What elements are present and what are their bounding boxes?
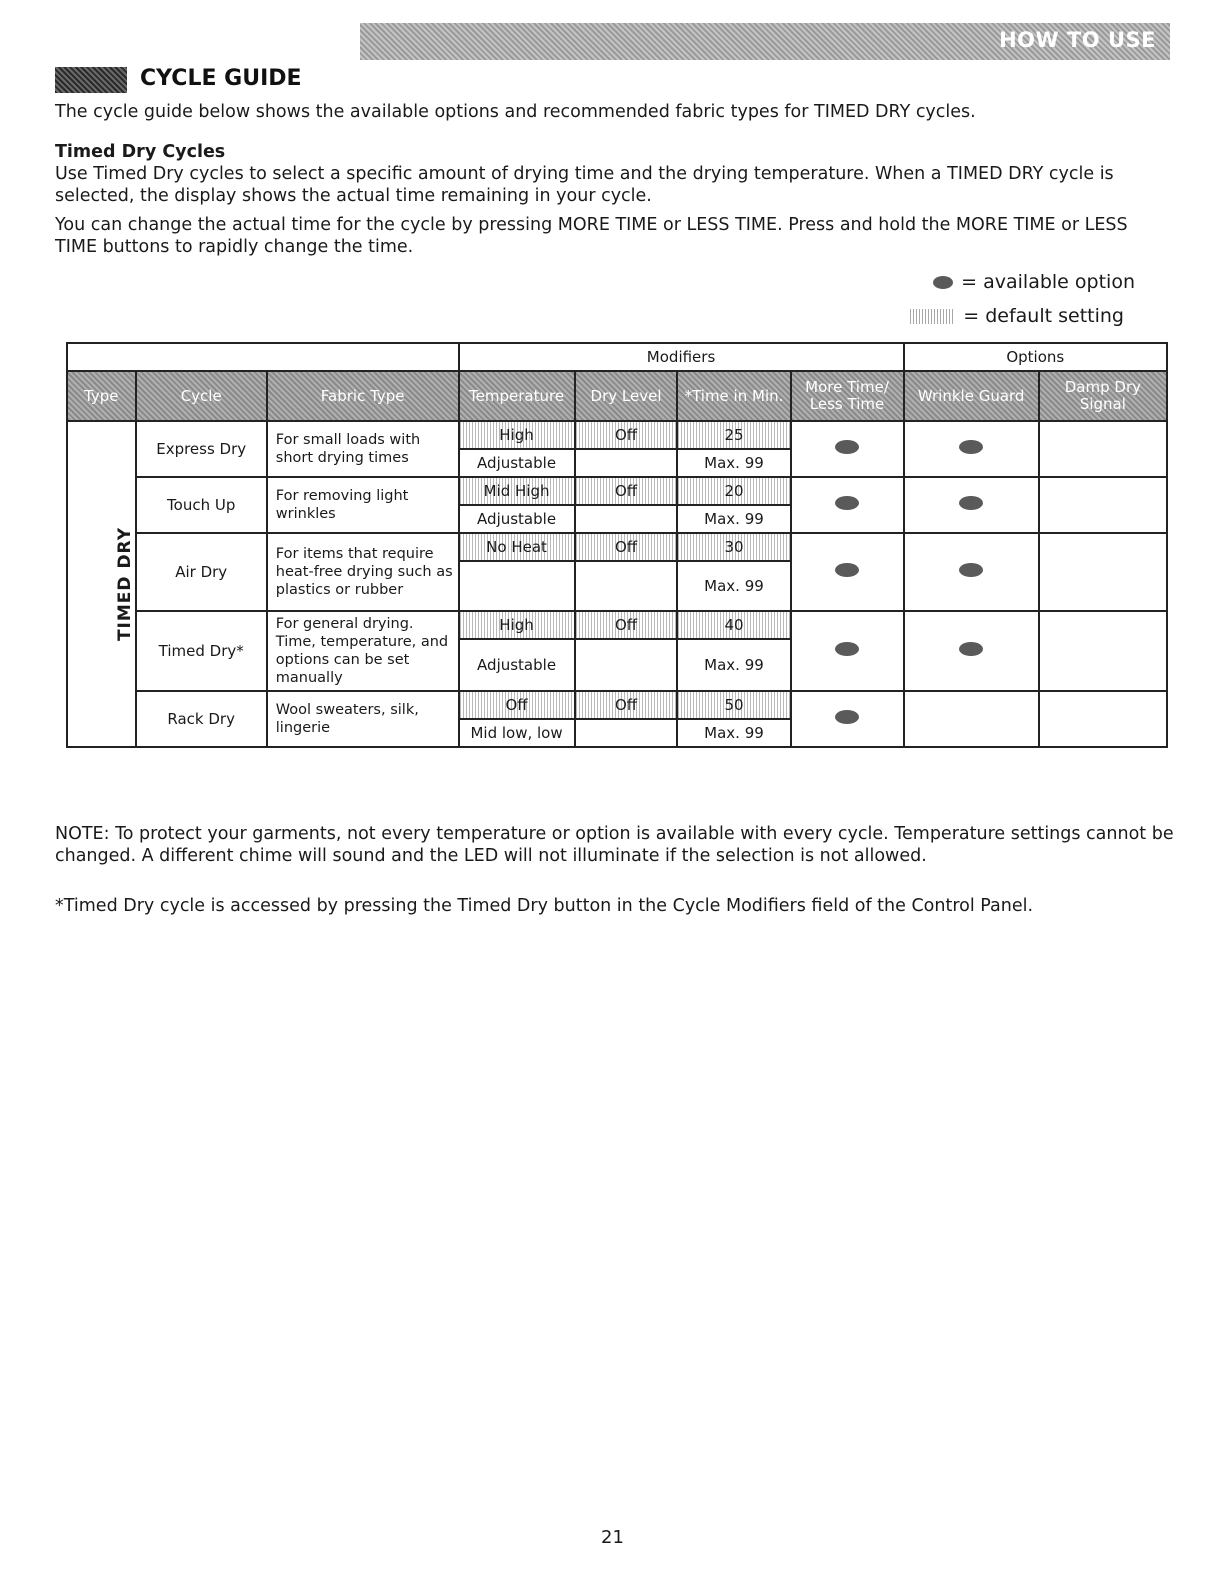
timed-dry-para-1: Use Timed Dry cycles to select a specific amount of drying time and the drying temperature. When a TIMED DRY cycle is selected, the display shows the actual time remaining in your cycle. (55, 164, 1114, 206)
wrinkle-cell (904, 477, 1039, 533)
table-row (67, 421, 1167, 449)
dry-default: Off (575, 611, 678, 639)
header-tag: HOW TO USE (999, 28, 1156, 52)
timed-dry-para-2: You can change the actual time for the cycle by pressing MORE TIME or LESS TIME. Press and hold the MORE TIME or LESS TIME buttons to rapidly change the time. (55, 215, 1128, 257)
type-cell (67, 421, 136, 747)
section-marker (55, 67, 127, 93)
dry-default: Off (575, 691, 678, 719)
legend-default (910, 305, 1124, 327)
temp-adjust: Adjustable (459, 449, 575, 477)
time-adjust: Max. 99 (677, 561, 790, 611)
available-dot-icon (835, 563, 859, 577)
col-damp-dry-signal: Damp Dry Signal (1039, 371, 1167, 421)
available-dot-icon (959, 496, 983, 510)
dry-default: Off (575, 421, 678, 449)
table-row (67, 691, 1167, 719)
cycle-guide-table (66, 342, 1168, 748)
type-label: TIMED DRY (115, 526, 136, 642)
legend-default-label: = default setting (963, 305, 1124, 327)
intro-text: The cycle guide below shows the available options and recommended fabric types for TIMED DRY cycles. (55, 102, 976, 122)
col-temperature: Temperature (459, 371, 575, 421)
table-corner (67, 343, 459, 371)
default-swatch-icon (910, 309, 955, 324)
temp-default: High (459, 611, 575, 639)
cycle-name: Timed Dry* (136, 611, 267, 691)
available-dot-icon (959, 563, 983, 577)
fabric-type: For items that require heat-free drying such as plastics or rubber (267, 533, 459, 611)
available-dot-icon (835, 440, 859, 454)
available-dot-icon (959, 440, 983, 454)
table-row (67, 477, 1167, 505)
dry-default: Off (575, 533, 678, 561)
damp-cell (1039, 533, 1167, 611)
available-dot-icon (959, 642, 983, 656)
time-adjust: Max. 99 (677, 639, 790, 691)
time-default: 40 (677, 611, 790, 639)
damp-cell (1039, 477, 1167, 533)
legend-available-label: = available option (961, 271, 1135, 293)
page-number: 21 (601, 1527, 624, 1548)
section-title: CYCLE GUIDE (140, 66, 302, 91)
available-dot-icon (835, 710, 859, 724)
dry-adjust (575, 561, 678, 611)
available-dot-icon (835, 642, 859, 656)
cycle-name: Air Dry (136, 533, 267, 611)
col-more-less-time: More Time/ Less Time (791, 371, 904, 421)
more-less-cell (791, 533, 904, 611)
time-adjust: Max. 99 (677, 505, 790, 533)
dry-adjust (575, 449, 678, 477)
time-default: 25 (677, 421, 790, 449)
temp-default: Off (459, 691, 575, 719)
damp-cell (1039, 691, 1167, 747)
wrinkle-cell (904, 691, 1039, 747)
time-default: 20 (677, 477, 790, 505)
table-row (67, 533, 1167, 561)
temp-adjust: Adjustable (459, 505, 575, 533)
time-default: 50 (677, 691, 790, 719)
fabric-type: For small loads with short drying times (267, 421, 459, 477)
group-options: Options (904, 343, 1167, 371)
temp-default: Mid High (459, 477, 575, 505)
time-default: 30 (677, 533, 790, 561)
cycle-name: Touch Up (136, 477, 267, 533)
col-fabric: Fabric Type (267, 371, 459, 421)
wrinkle-cell (904, 421, 1039, 477)
legend-available (933, 271, 1135, 293)
temp-adjust: Adjustable (459, 639, 575, 691)
fabric-type: For removing light wrinkles (267, 477, 459, 533)
temp-adjust: Mid low, low (459, 719, 575, 747)
table-row (67, 611, 1167, 639)
note-text: NOTE: To protect your garments, not every temperature or option is available with every cycle. Temperature settings cannot be changed. A different chime will sound and the LED will not illuminate if the selection is not allowed. (55, 824, 1174, 866)
time-adjust: Max. 99 (677, 449, 790, 477)
more-less-cell (791, 421, 904, 477)
cycle-name: Rack Dry (136, 691, 267, 747)
cycle-name: Express Dry (136, 421, 267, 477)
col-wrinkle-guard: Wrinkle Guard (904, 371, 1039, 421)
temp-default: No Heat (459, 533, 575, 561)
dry-adjust (575, 505, 678, 533)
more-less-cell (791, 477, 904, 533)
col-cycle: Cycle (136, 371, 267, 421)
damp-cell (1039, 611, 1167, 691)
temp-adjust (459, 561, 575, 611)
wrinkle-cell (904, 533, 1039, 611)
wrinkle-cell (904, 611, 1039, 691)
col-dry-level: Dry Level (575, 371, 678, 421)
available-dot-icon (933, 276, 953, 289)
footnote-text: *Timed Dry cycle is accessed by pressing the Timed Dry button in the Cycle Modifiers field of the Control Panel. (55, 896, 1034, 916)
fabric-type: Wool sweaters, silk, lingerie (267, 691, 459, 747)
col-type: Type (67, 371, 136, 421)
header-bar (360, 23, 1170, 60)
available-dot-icon (835, 496, 859, 510)
group-modifiers: Modifiers (459, 343, 904, 371)
timed-dry-heading: Timed Dry Cycles (55, 142, 226, 162)
more-less-cell (791, 611, 904, 691)
col-time: *Time in Min. (677, 371, 790, 421)
time-adjust: Max. 99 (677, 719, 790, 747)
fabric-type: For general drying. Time, temperature, and options can be set manually (267, 611, 459, 691)
dry-adjust (575, 639, 678, 691)
temp-default: High (459, 421, 575, 449)
damp-cell (1039, 421, 1167, 477)
dry-default: Off (575, 477, 678, 505)
more-less-cell (791, 691, 904, 747)
dry-adjust (575, 719, 678, 747)
